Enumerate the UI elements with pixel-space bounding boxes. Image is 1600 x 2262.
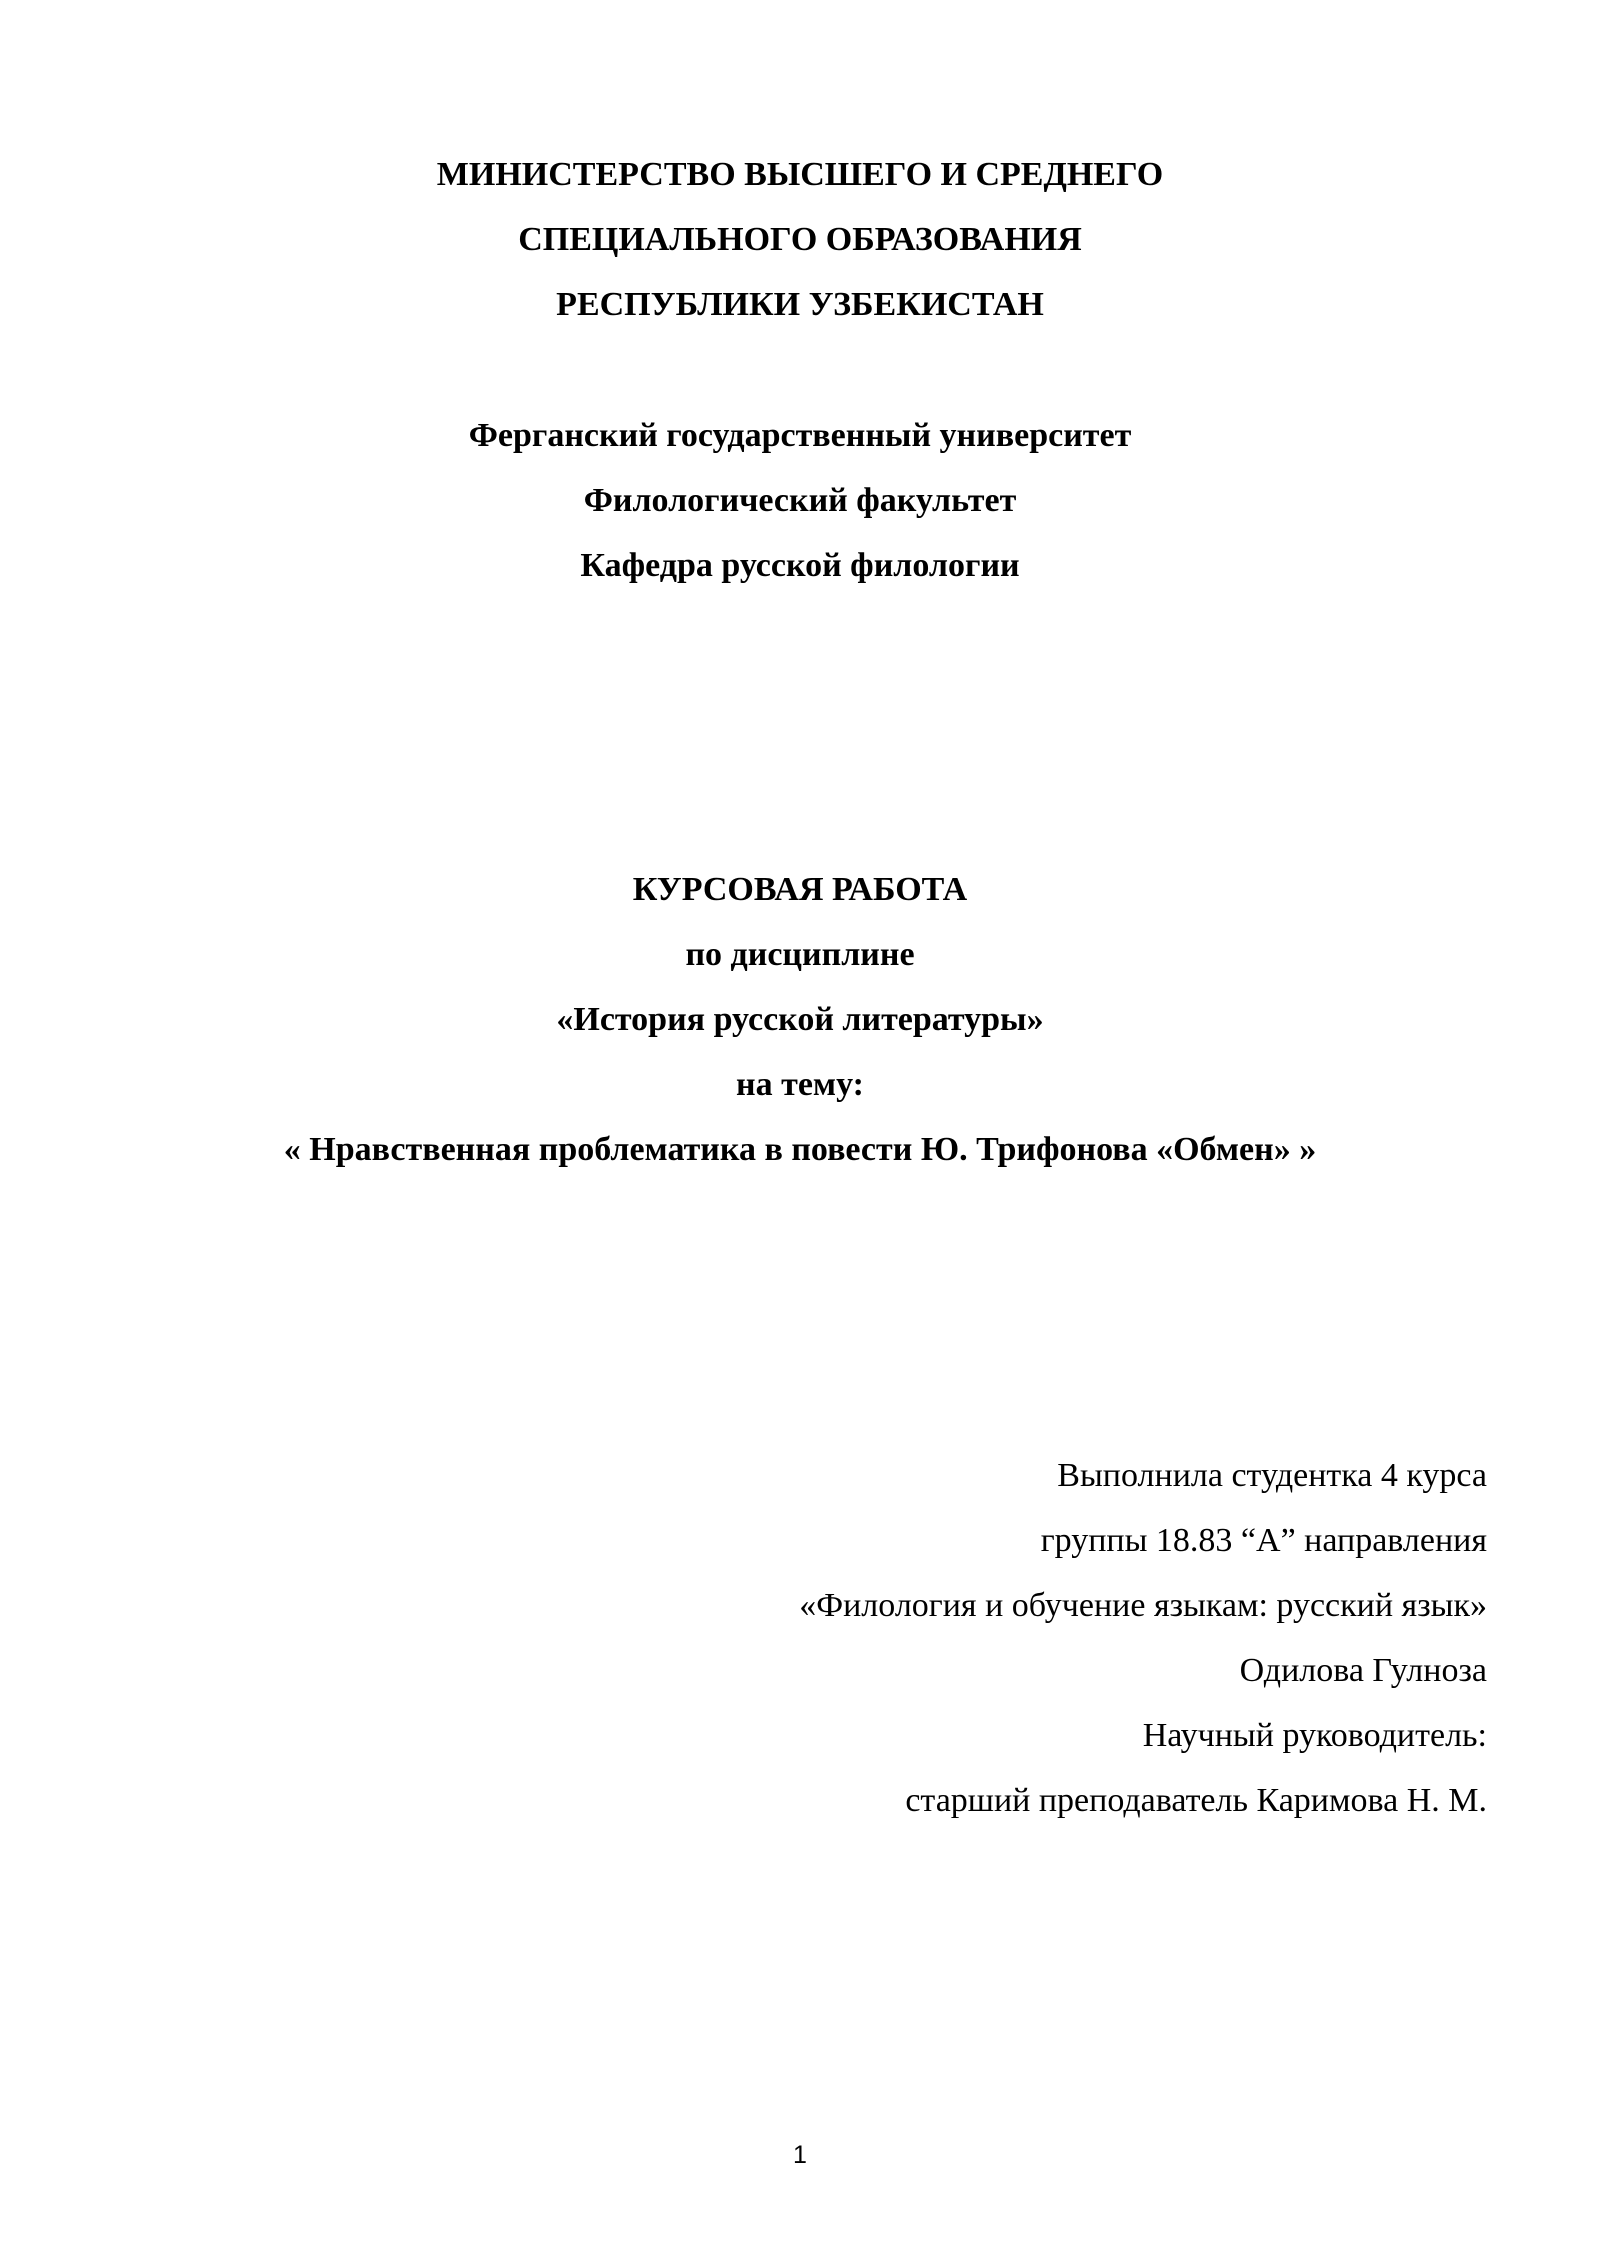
page-number: 1 bbox=[793, 2141, 807, 2169]
ministry-line-2: СПЕЦИАЛЬНОГО ОБРАЗОВАНИЯ bbox=[518, 221, 1082, 258]
discipline-prefix: по дисциплине bbox=[685, 936, 915, 973]
discipline-name: «История русской литературы» bbox=[556, 1001, 1044, 1038]
ministry-line-1: МИНИСТЕРСТВО ВЫСШЕГО И СРЕДНЕГО bbox=[436, 156, 1164, 193]
ministry-line-3: РЕСПУБЛИКИ УЗБЕКИСТАН bbox=[556, 286, 1044, 323]
university-name: Ферганский государственный университет bbox=[468, 417, 1132, 454]
department-name: Кафедра русской филологии bbox=[580, 547, 1020, 584]
supervisor-label: Научный руководитель: bbox=[1142, 1717, 1487, 1754]
topic-title: « Нравственная проблематика в повести Ю. Трифонова «Обмен» » bbox=[283, 1131, 1317, 1168]
author-name: Одилова Гулноза bbox=[1239, 1652, 1487, 1689]
faculty-name: Филологический факультет bbox=[583, 482, 1017, 519]
author-line-1: Выполнила студентка 4 курса bbox=[1057, 1457, 1487, 1494]
author-line-3: «Филология и обучение языкам: русский язык» bbox=[799, 1587, 1487, 1624]
work-type: КУРСОВАЯ РАБОТА bbox=[632, 871, 968, 908]
supervisor-name: старший преподаватель Каримова Н. М. bbox=[905, 1782, 1487, 1819]
author-line-2: группы 18.83 “А” направления bbox=[1040, 1522, 1487, 1559]
topic-prefix: на тему: bbox=[736, 1066, 864, 1103]
